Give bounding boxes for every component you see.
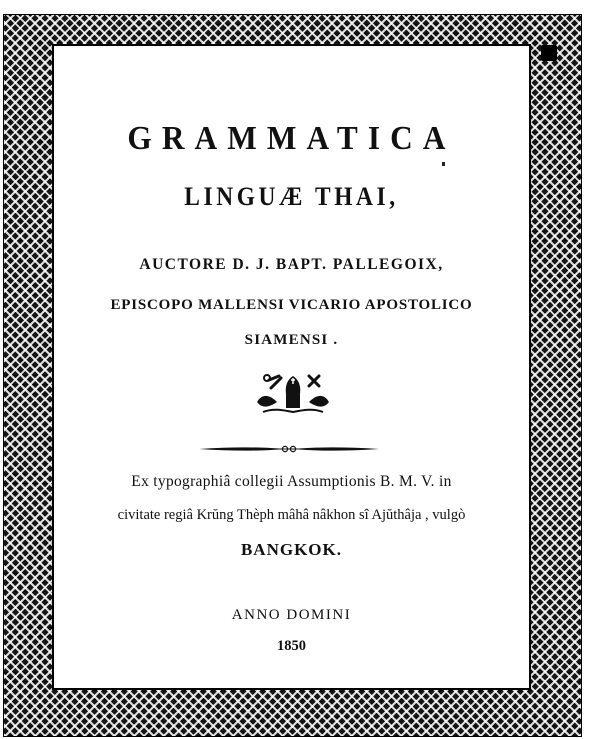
page-subtitle: LINGUÆ THAI,	[184, 182, 399, 211]
author-line: AUCTORE D. J. BAPT. PALLEGOIX,	[139, 256, 444, 273]
ornamental-rule-icon	[199, 443, 379, 455]
place-name: BANGKOK.	[240, 540, 343, 559]
office-line-2: SIAMENSI .	[244, 332, 339, 348]
anno-domini: ANNO DOMINI	[231, 607, 352, 623]
imprint-line-2: civitate regiâ Krŭng Thèph mâhâ nâkhon sî Ajŭthâja , vulgò	[117, 507, 466, 523]
title-page-panel	[52, 44, 531, 690]
page-title: GRAMMATICA	[127, 120, 456, 157]
border-corner-mark	[541, 45, 557, 61]
imprint-line-1: Ex typographiâ collegii Assumptionis B. M. V. in	[131, 473, 452, 490]
episcopal-emblem-icon	[253, 372, 333, 414]
publication-year: 1850	[277, 638, 306, 654]
ink-speck	[442, 162, 445, 166]
office-line: EPISCOPO MALLENSI VICARIO APOSTOLICO	[110, 297, 473, 313]
